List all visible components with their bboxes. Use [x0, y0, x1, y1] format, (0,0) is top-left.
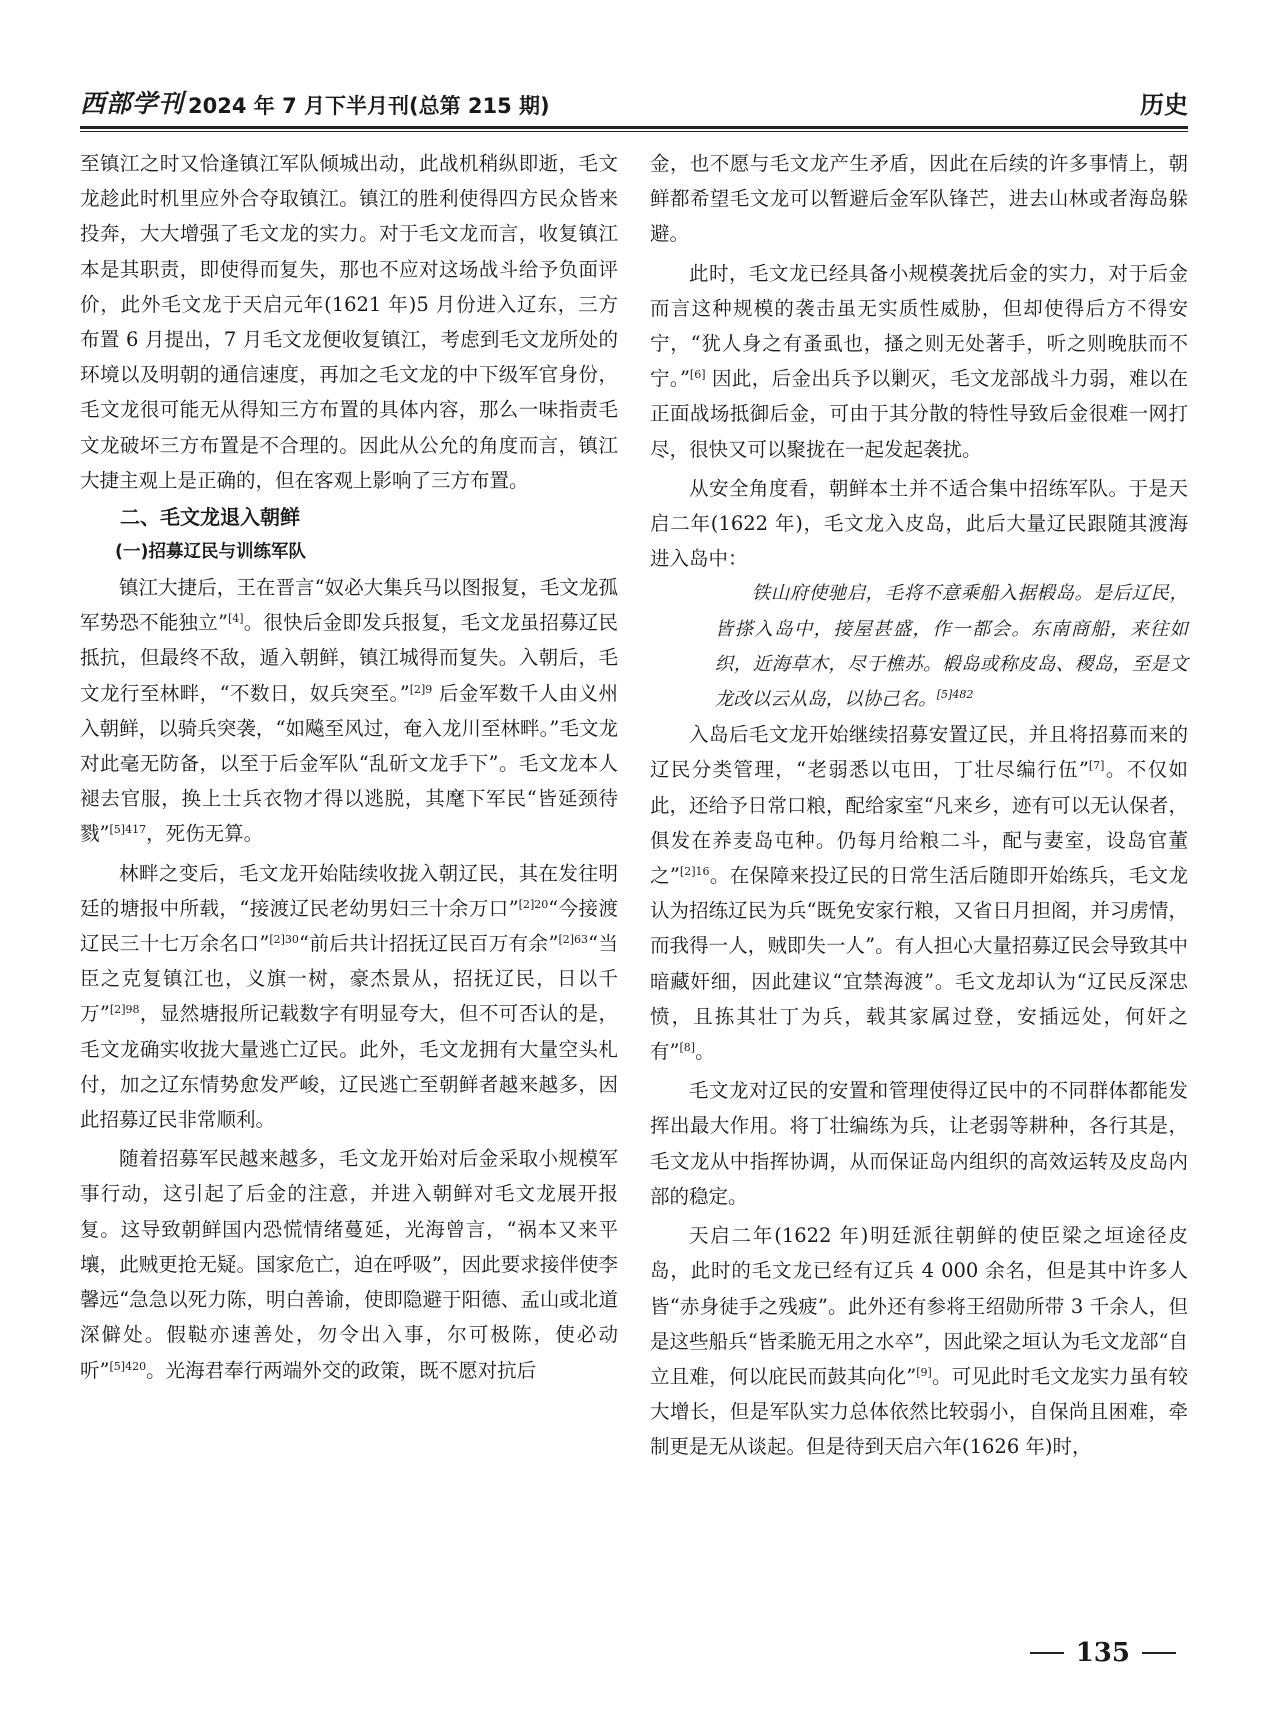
section-name: 历史 — [1140, 91, 1188, 119]
paragraph: 镇江大捷后，王在晋言“奴必大集兵马以图报复，毛文龙孤军势恐不能独立”[4]。很快后金即发兵报复，毛文龙虽招募辽民抵抗，但最终不敌，遁入朝鲜，镇江城得而复失。入朝后，毛文龙行至林畔，“不数日，奴兵突至。”$^{[2]9}$ 后金军数千人由义州入朝鲜，以骑兵突袭，“如飚至风过，奄入龙川至林畔。”毛文龙对此毫无防备，以至于后金军队“乱斫文龙手下”。毛文龙本人褪去官服，换上士兵衣物才得以逃脱，其麾下军民“皆延颈待戮”$^{[5]417}$，死伤无算。 — [80, 576, 618, 846]
citation: [2]30 — [269, 933, 299, 947]
left-column — [80, 146, 618, 1388]
paragraph: 此时，毛文龙已经具备小规模袭扰后金的实力，对于后金而言这种规模的袭击虽无实质性威胁，但却使得后方不得安宁，“犹人身之有蚤虱也，搔之则无处著手，听之则晚肤而不宁。”[6] 因此，后金出兵予以剿灭，毛文龙部战斗力弱，难以在正面战场抵御后金，可由于其分散的特性导致后金很难一网打尽，很快又可以聚拢在一起发起袭扰。 — [650, 261, 1188, 461]
citation: [5]482 — [936, 688, 974, 702]
header-left — [80, 84, 550, 120]
header-rule-thin — [80, 131, 1188, 132]
running-header — [80, 86, 1188, 120]
citation: [6] — [689, 368, 706, 382]
citation: [7] — [1088, 759, 1105, 773]
paragraph: 天启二年(1622 年)明廷派往朝鲜的使臣梁之垣途径皮岛，此时的毛文龙已经有辽兵 4 000 余名，但是其中许多人皆“赤身徒手之残疲”。此外还有参将王绍勋所带 3 千余人，但是这些船兵“皆柔脆无用之水卒”，因此梁之垣认为毛文龙部“自立且难，何以庇民而鼓其向化”[9]。可见此时毛文龙实力虽有较大增长，但是军队实力总体依然比较弱小，自保尚且困难，牵制更是无从谈起。但是待到天启六年(1626 年)时， — [650, 1224, 1188, 1459]
citation: [9] — [916, 1365, 932, 1379]
paragraph: 入岛后毛文龙开始继续招募安置辽民，并且将招募而来的辽民分类管理，“老弱悉以屯田，丁壮尽编行伍”[7]。不仅如此，还给予日常口粮，配给家室“凡来乡，迹有可以无认保者，俱发在养麦岛屯种。仍每月给粮二斗，配与妻室，设岛官董之”$^{[2]16}$。在保障来投辽民的日常生活后随即开始练兵，毛文龙认为招练辽民为兵“既免安家行粮，又省日月担阁，并习虏情，而我得一人，贼即失一人”。有人担心大量招募辽民会导致其中暗藏奸细，因此建议“宜禁海渡”。毛文龙却认为“辽民反深忠愤，且拣其壮丁为兵，载其家属过登，安插远处，何奸之有”[8]。 — [650, 723, 1188, 1064]
citation: [2]9 — [409, 682, 433, 696]
journal-logo: 西部学刊 — [80, 89, 185, 118]
citation: [5]420 — [109, 1359, 147, 1373]
page-footer — [1018, 1638, 1188, 1668]
paragraph: 金，也不愿与毛文龙产生矛盾，因此在后续的许多事情上，朝鲜都希望毛文龙可以暂避后金军队锋芒，进去山林或者海岛躲避。 — [650, 152, 1188, 246]
citation: [2]20 — [518, 897, 549, 911]
citation: [5]417 — [109, 823, 147, 837]
paragraph: 林畔之变后，毛文龙开始陆续收拢入朝辽民，其在发往明廷的塘报中所载，“接渡辽民老幼男妇三十余万口”$^{[2]20}$“今接渡辽民三十七万余名口”$^{[2]30}$“前后共计招抚辽民百万有余”$^{[2]63}$“当臣之克复镇江也，义旗一树，豪杰景从，招抚辽民，日以千万”$^{[2]98}$，显然塘报所记载数字有明显夸大，但不可否认的是，毛文龙确实收拢大量逃亡辽民。此外，毛文龙拥有大量空头札付，加之辽东情势愈发严峻，辽民逃亡至朝鲜者越来越多，因此招募辽民非常顺利。 — [80, 861, 618, 1132]
citation: [8] — [679, 1041, 696, 1055]
footer-dash-right — [1142, 1652, 1176, 1654]
paragraph: 随着招募军民越来越多，毛文龙开始对后金采取小规模军事行动，这引起了后金的注意，并进入朝鲜对毛文龙展开报复。这导致朝鲜国内恐慌情绪蔓延，光海曾言，“祸本又来平壤，此贼更抢无疑。国家危亡，迫在呼吸”，因此要求接伴使李馨远“急急以死力陈，明白善谕，使即隐避于阳德、孟山或北道深僻处。假鞑亦速善处，勿令出入事，尔可极陈，使必动听”$^{[5]420}$。光海君奉行两端外交的政策，既不愿对抗后 — [80, 1147, 618, 1382]
section-heading: 二、毛文龙退入朝鲜 — [120, 505, 300, 530]
citation: [4] — [227, 612, 244, 626]
right-column — [650, 146, 1188, 1465]
issue-info: 2024 年 7 月下半月刊(总第 215 期) — [188, 94, 550, 118]
paragraph: 毛文龙对辽民的安置和管理使得辽民中的不同群体都能发挥出最大作用。将丁壮编练为兵，让老弱等耕种，各行其是，毛文龙从中指挥协调，从而保证岛内组织的高效运转及皮岛内部的稳定。 — [650, 1079, 1188, 1208]
subsection-heading: (一)招募辽民与训练军队 — [115, 542, 306, 563]
page-number: 135 — [1075, 1638, 1130, 1668]
citation: [2]63 — [558, 933, 589, 947]
citation: [2]16 — [679, 865, 710, 879]
footer-dash-left — [1030, 1652, 1064, 1654]
block-quote: 铁山府使驰启，毛将不意乘船入据椴岛。是后辽民，皆搽入岛中，接屋甚盛，作一都会。东南商船，来往如织，近海草木，尽于樵苏。椴岛或称皮岛、稷岛，至是文龙改以云从岛，以协己名。$^{[5]482}$ — [714, 583, 1188, 711]
header-rule-thick — [80, 126, 1188, 129]
citation: [2]98 — [109, 1003, 140, 1017]
paragraph: 从安全角度看，朝鲜本土并不适合集中招练军队。于是天启二年(1622 年)，毛文龙入皮岛，此后大量辽民跟随其渡海进入岛中： — [650, 476, 1188, 571]
paragraph: 至镇江之时又恰逢镇江军队倾城出动，此战机稍纵即逝，毛文龙趁此时机里应外合夺取镇江。镇江的胜利使得四方民众皆来投奔，大大增强了毛文龙的实力。对于毛文龙而言，收复镇江本是其职责，即使得而复失，那也不应对这场战斗给予负面评价，此外毛文龙于天启元年(1621 年)5 月份进入辽东，三方布置 6 月提出，7 月毛文龙便收复镇江，考虑到毛文龙所处的环境以及明朝的通信速度，再加之毛文龙的中下级军官身份，毛文龙很可能无从得知三方布置的具体内容，那么一味指责毛文龙破坏三方布置是不合理的。因此从公允的角度而言，镇江大捷主观上是正确的，但在客观上影响了三方布置。 — [80, 152, 618, 492]
